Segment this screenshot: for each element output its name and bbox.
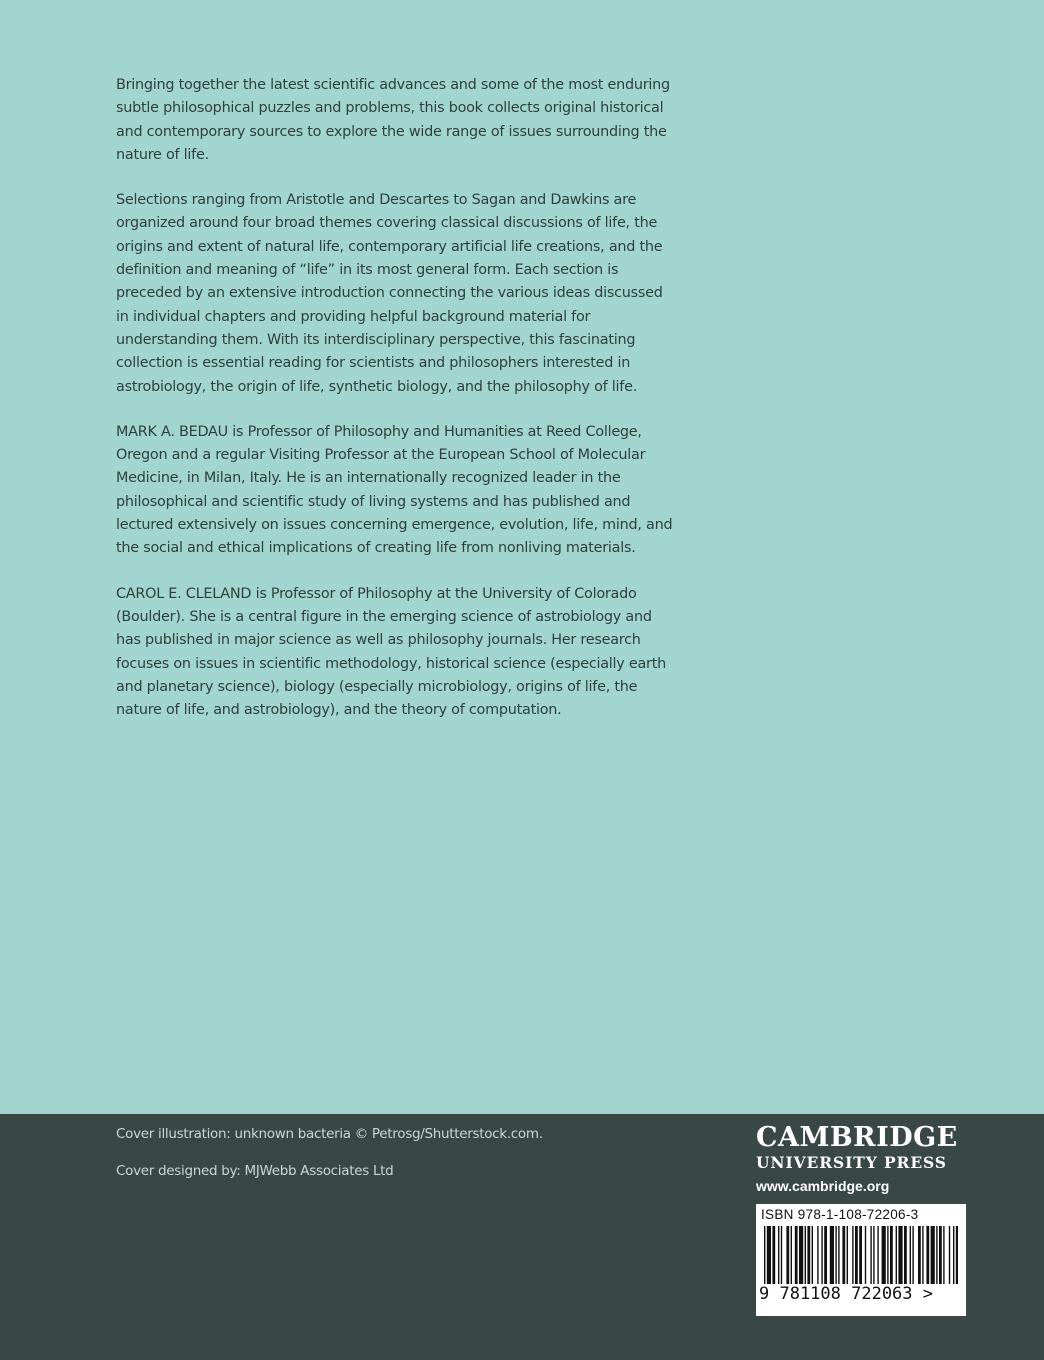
cover-designer-credit: Cover designed by: MJWebb Associates Ltd [116, 1163, 394, 1179]
cover-illustration-credit: Cover illustration: unknown bacteria © Petrosg/Shutterstock.com. [116, 1126, 543, 1142]
barcode-bars [764, 1226, 958, 1284]
barcode-digits: 9 781108 722063 > [759, 1284, 933, 1304]
publisher-subtitle: UNIVERSITY PRESS [756, 1153, 947, 1172]
description-paragraph: Bringing together the latest scientific advances and some of the most enduring subtle philosophical puzzles and problems, this book collects original historical and contemporary sources to explore the wide range of issues surrounding the nature of life. [116, 77, 670, 163]
isbn-barcode [756, 1204, 966, 1316]
author-bio-cleland: CAROL E. CLELAND is Professor of Philosophy at the University of Colorado (Boulder). She is a central figure in the emerging science of astrobiology and has published in major science as well as philosophy journals. Her research focuses on issues in scientific methodology, historical science (especially earth and planetary science), biology (especially microbiology, origins of life, the nature of life, and astrobiology), and the theory of computation. [116, 585, 666, 719]
publisher-url: www.cambridge.org [756, 1178, 890, 1194]
publisher-name: CAMBRIDGE [756, 1122, 958, 1153]
publisher-logo [756, 1122, 968, 1194]
isbn-label: ISBN 978-1-108-72206-3 [761, 1207, 919, 1222]
back-cover-text [116, 74, 676, 744]
footer-band [0, 1114, 1044, 1360]
contents-paragraph: Selections ranging from Aristotle and Descartes to Sagan and Dawkins are organized around four broad themes covering classical discussions of life, the origins and extent of natural life, contemporary artificial life creations, and the definition and meaning of “life” in its most general form. Each section is preceded by an extensive introduction connecting the various ideas discussed in individual chapters and providing helpful background material for understanding them. With its interdisciplinary perspective, this fascinating collection is essential reading for scientists and philosophers interested in astrobiology, the origin of life, synthetic biology, and the philosophy of life. [116, 192, 663, 395]
author-bio-bedau: MARK A. BEDAU is Professor of Philosophy and Humanities at Reed College, Oregon and a regular Visiting Professor at the European School of Molecular Medicine, in Milan, Italy. He is an internationally recognized leader in the philosophical and scientific study of living systems and has published and lectured extensively on issues concerning emergence, evolution, life, mind, and the social and ethical implications of creating life from nonliving materials. [116, 423, 673, 557]
